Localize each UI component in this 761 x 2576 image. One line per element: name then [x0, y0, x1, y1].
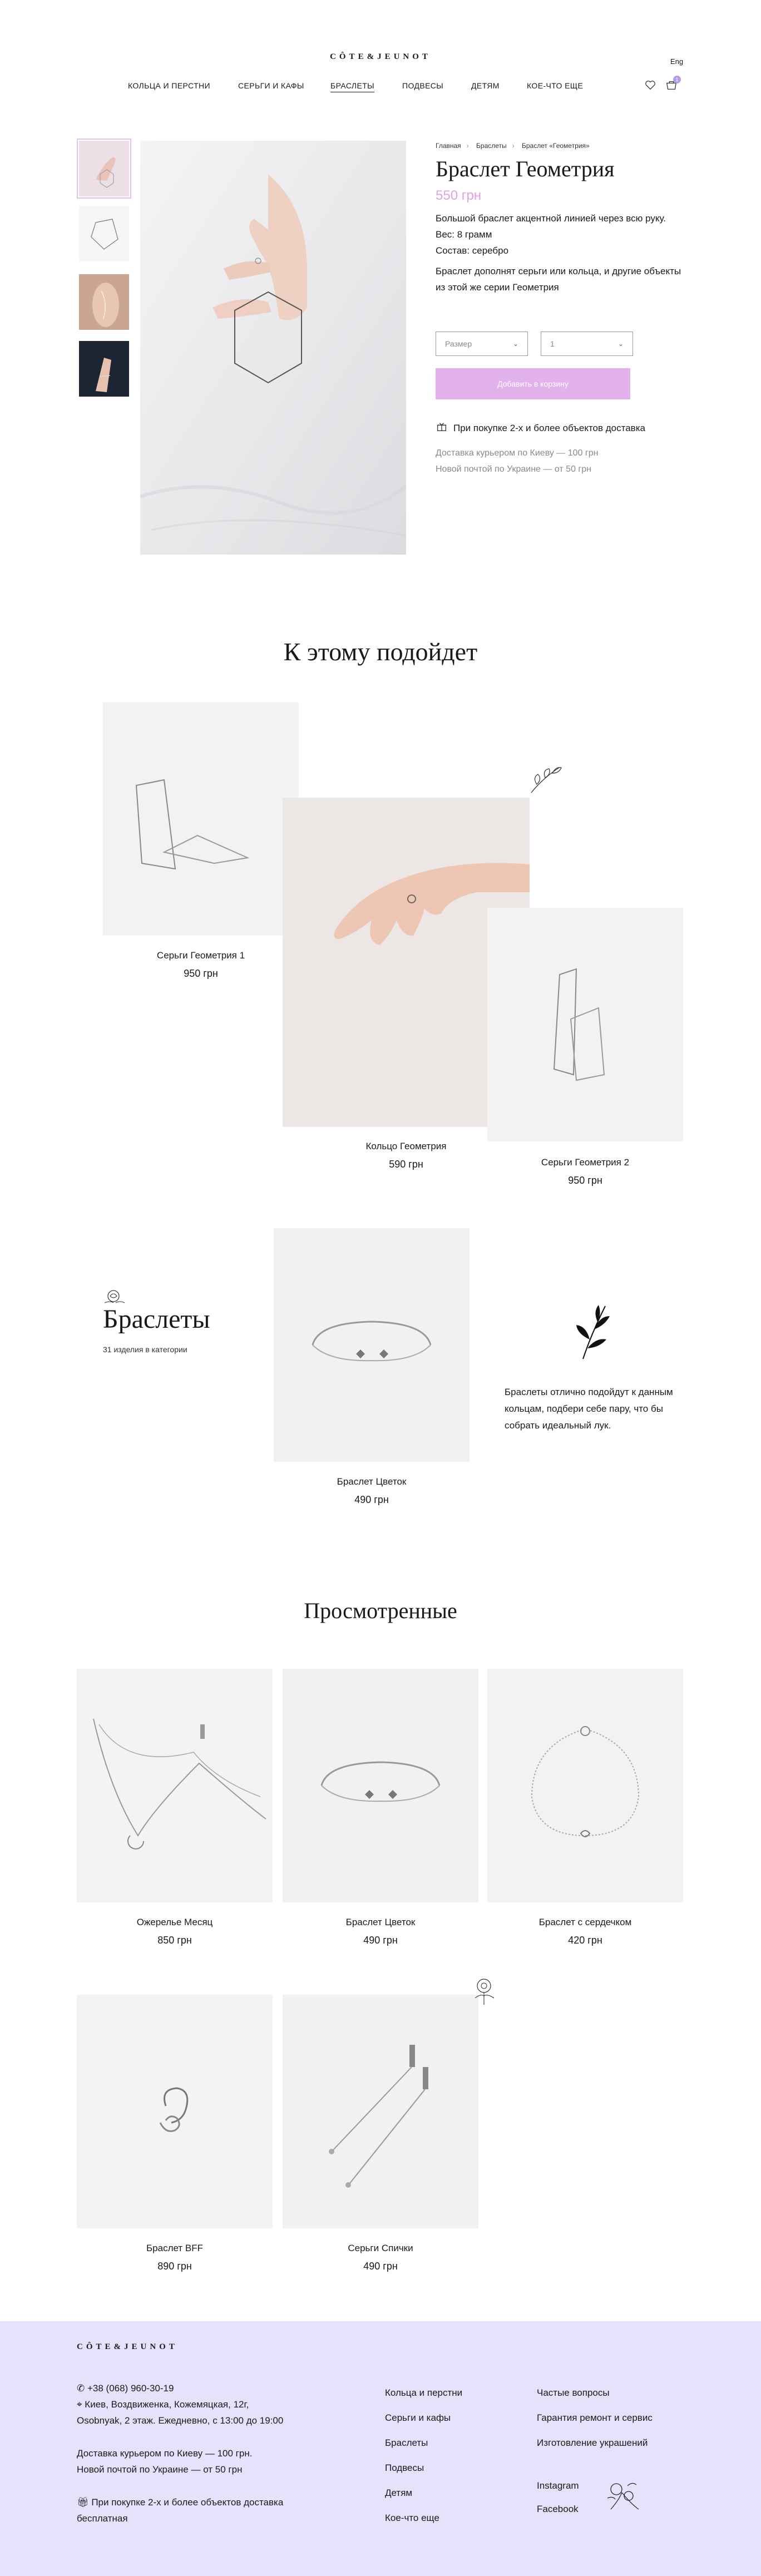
product-name: Браслет Цветок [345, 1917, 416, 1927]
footer-link-rings[interactable]: Кольца и перстни [385, 2387, 463, 2398]
suits-item-3-image[interactable] [487, 908, 683, 1141]
product-price: 490 грн [354, 1494, 389, 1505]
suits-item-1-image[interactable] [103, 702, 299, 936]
product-thumbnail-1[interactable] [79, 141, 129, 196]
footer-address [77, 2396, 338, 2412]
footer-link-faq[interactable]: Частые вопросы [537, 2387, 610, 2398]
instagram-link[interactable]: Instagram [537, 2480, 579, 2491]
product-price: 950 грн [568, 1175, 602, 1186]
quantity-select[interactable] [541, 332, 633, 356]
product-name: Кольцо Геометрия [365, 1141, 447, 1151]
nav-pendants[interactable]: ПОДВЕСЫ [402, 81, 444, 90]
footer-link-pendants[interactable]: Подвесы [385, 2463, 424, 2473]
nav-kids[interactable]: ДЕТЯМ [471, 81, 500, 90]
address-line-2: Osobnyak, 2 этаж. Ежедневно, с 13:00 до 19:00 [77, 2415, 284, 2426]
quantity-value: 1 [550, 339, 555, 348]
breadcrumb-home[interactable]: Главная [436, 142, 461, 150]
floral-decoration-icon [600, 2476, 644, 2517]
product-price: 490 грн [363, 1935, 398, 1946]
size-select[interactable] [436, 332, 528, 356]
address-line-1: Киев, Воздвиженка, Кожемяцкая, 12г, [85, 2399, 249, 2410]
viewed-item-1-image[interactable] [77, 1669, 273, 1902]
chevron-down-icon: ⌄ [617, 340, 624, 348]
add-to-cart-button[interactable]: Добавить в корзину [436, 368, 630, 399]
nav-rings[interactable]: КОЛЬЦА И ПЕРСТНИ [128, 81, 210, 90]
product-price: 550 грн [436, 188, 482, 203]
product-title: Браслет Геометрия [436, 156, 615, 181]
footer-promo [77, 2494, 338, 2510]
product-price: 490 грн [363, 2261, 398, 2272]
footer-promo-line-1: При покупке 2-х и более объектов доставка [91, 2497, 284, 2508]
category-tip: Браслеты отлично подойдут к данным кольцам, подбери себе пару, что бы собрать идеальный лук. [505, 1387, 673, 1431]
product-thumbnail-2[interactable] [79, 206, 129, 261]
delivery-ukraine: Новой почтой по Украине — от 50 грн [436, 464, 591, 474]
footer-link-bracelets[interactable]: Браслеты [385, 2437, 428, 2448]
footer-catalog-links [385, 2380, 462, 2530]
footer-delivery-ukraine: Новой почтой по Украине — от 50 грн [77, 2464, 243, 2475]
material-text: Состав: серебро [436, 245, 509, 256]
weight-text: Вес: 8 грамм [436, 229, 492, 240]
footer-delivery-kyiv: Доставка курьером по Киеву — 100 грн. [77, 2448, 253, 2459]
product-price: 420 грн [568, 1935, 602, 1946]
delivery-kyiv: Доставка курьером по Киеву — 100 грн [436, 448, 599, 458]
product-thumbnail-4[interactable] [79, 341, 129, 397]
language-switch[interactable]: Eng [670, 57, 684, 66]
floral-decoration-icon [526, 762, 565, 795]
heart-icon[interactable] [644, 79, 656, 91]
viewed-item-5-caption[interactable] [283, 2239, 478, 2275]
gift-box-icon [436, 421, 448, 436]
footer-contacts [77, 2380, 338, 2526]
footer-link-more[interactable]: Кое-что еще [385, 2513, 439, 2523]
category-count: 31 изделия в категории [103, 1345, 187, 1354]
suits-section-title: К этому подойдет [283, 637, 478, 666]
viewed-item-5-image[interactable] [283, 1995, 478, 2228]
suits-item-3-caption[interactable] [487, 1154, 683, 1189]
product-main-image [140, 141, 406, 555]
breadcrumb-current: Браслет «Геометрия» [522, 142, 590, 150]
category-item-image[interactable] [274, 1228, 470, 1462]
product-description [436, 210, 691, 295]
footer-logo[interactable]: CÔTE&JEUNOT [77, 2342, 178, 2351]
footer-phone[interactable] [77, 2380, 338, 2396]
viewed-item-1-caption[interactable] [77, 1914, 273, 1949]
viewed-item-3-image[interactable] [487, 1669, 683, 1902]
footer-promo-line-2: бесплатная [77, 2513, 128, 2524]
site-logo[interactable]: CÔTE&JEUNOT [330, 52, 431, 61]
footer-social-links [537, 2474, 579, 2521]
category-title[interactable]: Браслеты [103, 1304, 210, 1334]
footer-link-kids[interactable]: Детям [385, 2488, 413, 2498]
product-name: Браслет BFF [146, 2243, 203, 2253]
footer-link-custom[interactable]: Изготовление украшений [537, 2437, 648, 2448]
nav-earrings[interactable]: СЕРЬГИ И КАФЫ [238, 81, 304, 90]
suits-item-1-caption[interactable] [103, 947, 299, 982]
footer-info-links [537, 2380, 653, 2455]
location-icon: ⌖ [77, 2399, 85, 2410]
chevron-down-icon: ⌄ [512, 340, 518, 348]
cart-count-badge: 1 [673, 76, 681, 83]
product-note: Браслет дополнят серьги или кольца, и другие объекты из этой же серии Геометрия [436, 266, 681, 293]
leaf-branch-icon [566, 1301, 617, 1362]
size-select-placeholder: Размер [445, 339, 472, 348]
footer-link-warranty[interactable]: Гарантия ремонт и сервис [537, 2412, 653, 2423]
product-price: 850 грн [157, 1935, 192, 1946]
site-footer [0, 2321, 761, 2576]
nav-bracelets[interactable]: БРАСЛЕТЫ [330, 81, 374, 92]
viewed-item-4-caption[interactable] [77, 2239, 273, 2275]
product-price: 590 грн [389, 1159, 423, 1170]
product-name: Браслет Цветок [337, 1476, 407, 1487]
promo-text: При покупке 2-х и более объектов доставка [453, 422, 645, 433]
product-thumbnail-3[interactable] [79, 274, 129, 330]
viewed-item-4-image[interactable] [77, 1995, 273, 2228]
delivery-info [436, 445, 598, 477]
category-item-caption[interactable] [274, 1473, 470, 1509]
viewed-item-3-caption[interactable] [487, 1914, 683, 1949]
breadcrumb-category[interactable]: Браслеты [476, 142, 507, 150]
nav-more[interactable]: КОЕ-ЧТО ЕЩЕ [527, 81, 584, 90]
product-price: 950 грн [184, 968, 218, 979]
product-name: Браслет с сердечком [538, 1917, 632, 1927]
product-price: 890 грн [157, 2261, 192, 2272]
viewed-item-2-caption[interactable] [283, 1914, 478, 1949]
product-name: Серьги Спички [348, 2243, 413, 2253]
flower-bouquet-icon [465, 1974, 504, 2007]
facebook-link[interactable]: Facebook [537, 2504, 579, 2514]
gift-box-icon: 🎁︎ [77, 2497, 92, 2508]
product-name: Серьги Геометрия 1 [156, 950, 245, 961]
footer-link-earrings[interactable]: Серьги и кафы [385, 2412, 451, 2423]
viewed-section-title: Просмотренные [304, 1598, 457, 1623]
promo-line [436, 421, 645, 436]
viewed-item-2-image[interactable] [283, 1669, 478, 1902]
phone-number: +38 (068) 960-30-19 [87, 2383, 174, 2394]
description-text: Большой браслет акцентной линией через всю руку. [436, 213, 666, 224]
breadcrumb: Главная › Браслеты › Браслет «Геометрия» [436, 142, 590, 150]
product-name: Серьги Геометрия 2 [541, 1157, 630, 1168]
product-name: Ожерелье Месяц [136, 1917, 213, 1927]
phone-icon: ✆ [77, 2383, 87, 2394]
